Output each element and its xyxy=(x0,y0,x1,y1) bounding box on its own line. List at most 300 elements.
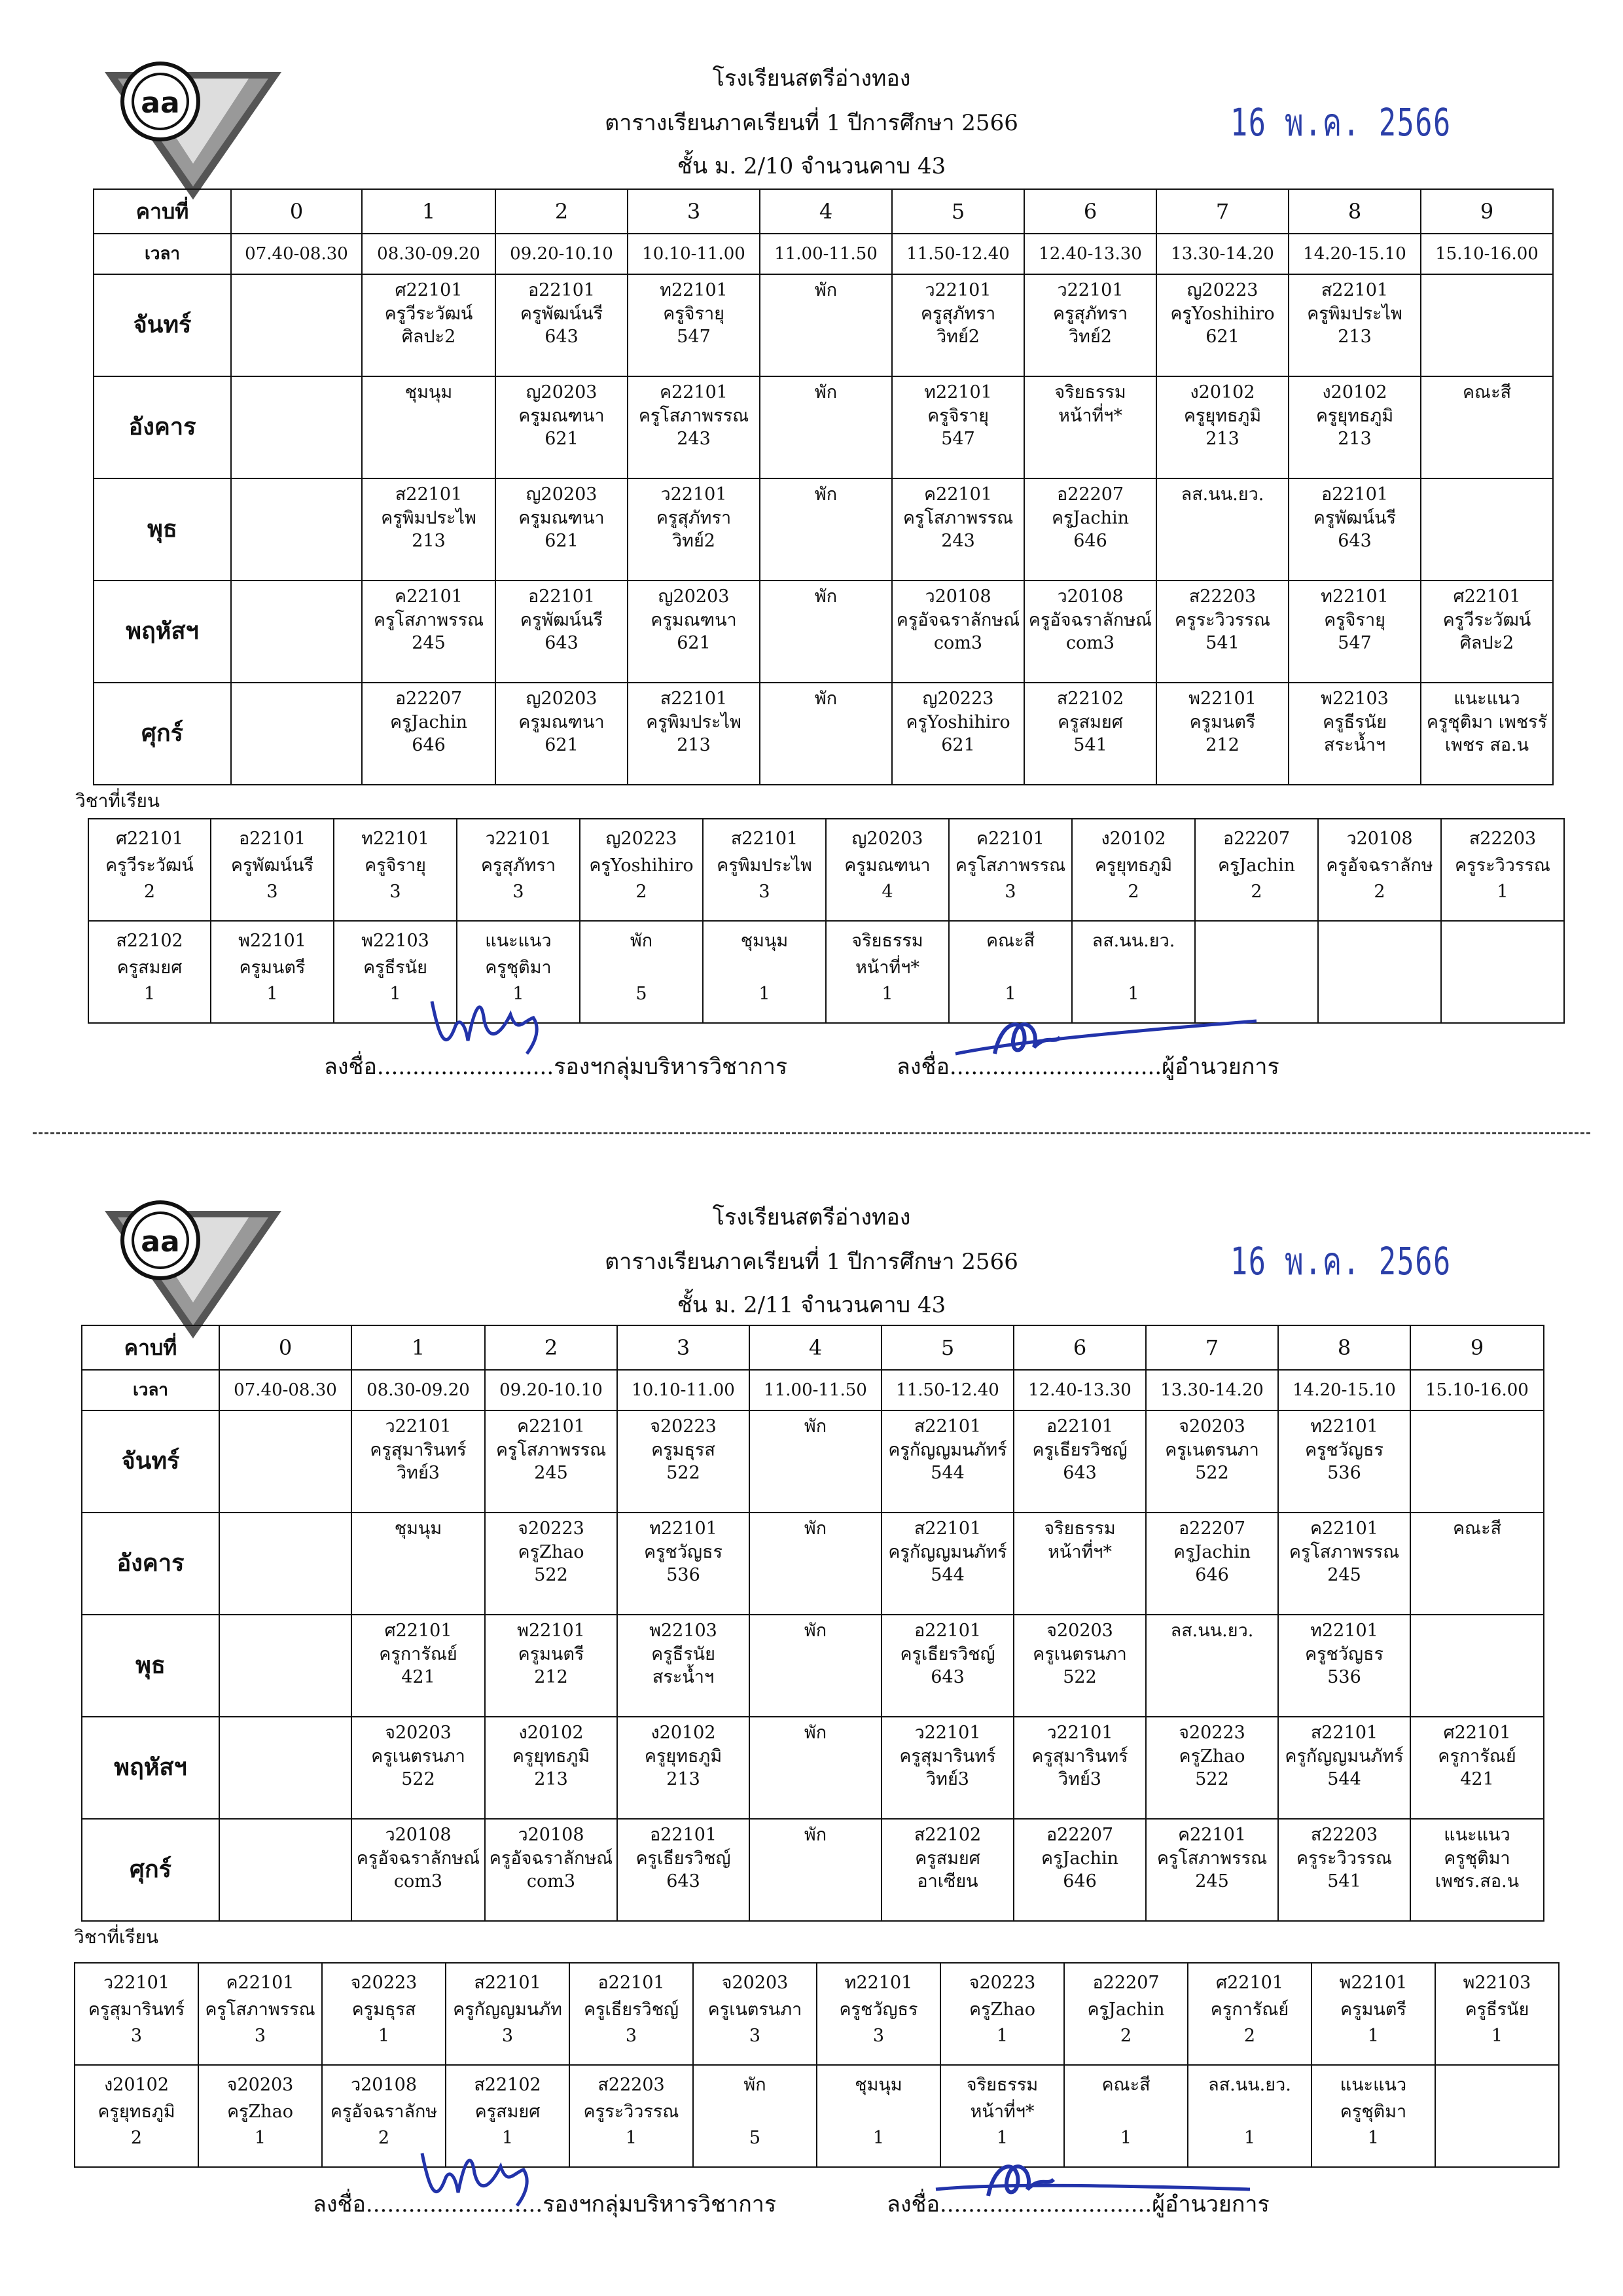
time-slot-text: 15.10-16.00 xyxy=(1425,1380,1529,1400)
subject-summary-cell xyxy=(88,921,211,1023)
subject-summary-cell-text: ท22101 ครูชวัญธร 3 xyxy=(839,1973,918,2046)
class-cell xyxy=(1014,1410,1146,1513)
class-cell-text: อ22101 ครูพัฒน์นรี 643 xyxy=(520,586,603,654)
subject-summary-cell xyxy=(569,1963,693,2065)
class-cell-text: ญ20203 ครูมณฑนา 621 xyxy=(651,586,737,654)
subject-summary-cell xyxy=(1311,1963,1435,2065)
class-cell-text: คณะสี xyxy=(1462,382,1512,403)
subject-summary-cell xyxy=(1064,1963,1188,2065)
svg-text:aa: aa xyxy=(141,1225,180,1259)
day-label xyxy=(82,1410,219,1513)
subject-summary-cell-text: ค22101 ครูโสภาพรรณ 3 xyxy=(955,829,1066,902)
time-slot xyxy=(760,234,892,274)
class-cell-text: ลส.นน.ยว. xyxy=(1170,1621,1254,1641)
class-cell-text: ญ20203 ครูมณฑนา 621 xyxy=(518,689,605,756)
period-number xyxy=(1014,1325,1146,1370)
class-cell-text: ท22101 ครูจิรายุ 547 xyxy=(660,280,728,348)
class-cell-text: พ22101 ครูมนตรี 212 xyxy=(1188,689,1257,756)
time-slot xyxy=(1421,234,1553,274)
time-header xyxy=(94,234,231,274)
period-number xyxy=(1278,1325,1410,1370)
subject-summary-cell xyxy=(703,921,826,1023)
period-number-text: 1 xyxy=(411,1335,425,1360)
time-slot-text: 07.40-08.30 xyxy=(245,243,348,264)
period-number xyxy=(362,189,495,234)
period-number-text: 7 xyxy=(1215,198,1230,224)
class-cell xyxy=(760,581,892,683)
class-cell xyxy=(882,1717,1014,1819)
class-cell-text: อ22101 ครูเธียรวิชญ์ 643 xyxy=(900,1621,995,1688)
class-cell xyxy=(882,1513,1014,1615)
class-cell xyxy=(892,376,1024,478)
class-cell-text: อ22101 ครูพัฒน์นรี 643 xyxy=(520,280,603,348)
class-cell-text: ญ20223 ครูYoshihiro 621 xyxy=(1170,280,1275,348)
class-cell xyxy=(219,1410,351,1513)
time-slot xyxy=(1024,234,1156,274)
subject-summary-cell-text: จ20223 ครูมธุรส 1 xyxy=(350,1973,418,2046)
class-cell-text: ง20102 ครูยุทธภูมิ 213 xyxy=(512,1723,590,1790)
signature-line-director: ลงชื่อ..............................ผู้อำนวยการ xyxy=(887,2191,1270,2217)
subject-summary-cell-text: ส22203 ครูระวิวรรณ 1 xyxy=(583,2075,679,2148)
class-cell xyxy=(1014,1513,1146,1615)
class-cell xyxy=(628,274,760,376)
class-cell xyxy=(1289,376,1421,478)
subject-summary-cell xyxy=(693,2065,817,2167)
class-cell xyxy=(351,1615,485,1717)
time-slot-text: 08.30-09.20 xyxy=(377,243,480,264)
class-cell xyxy=(1410,1717,1544,1819)
subject-summary-cell xyxy=(1441,819,1564,921)
class-cell-text: ว20108 ครูอัจฉราลักษณ์ com3 xyxy=(1028,586,1152,654)
day-label-text: จันทร์ xyxy=(133,311,192,339)
period-number xyxy=(1289,189,1421,234)
subject-summary-cell xyxy=(826,921,949,1023)
class-cell-text: ว20108 ครูอัจฉราลักษณ์ com3 xyxy=(489,1825,613,1892)
class-cell-text: ส22101 ครูกัญญมนภัทร์ 544 xyxy=(888,1416,1007,1484)
class-cell-text: ลส.นน.ยว. xyxy=(1181,484,1264,505)
subject-summary-cell-text: อ22101 ครูพัฒน์นรี 3 xyxy=(230,829,314,902)
director-signature xyxy=(929,2150,1257,2209)
day-label xyxy=(94,376,231,478)
class-cell xyxy=(231,478,362,581)
day-label xyxy=(94,274,231,376)
subject-summary-cell xyxy=(1195,819,1318,921)
term-title: ตารางเรียนภาคเรียนที่ 1 ปีการศึกษา 2566 xyxy=(605,1249,1018,1275)
class-cell xyxy=(892,683,1024,785)
subject-summary-cell xyxy=(569,2065,693,2167)
period-number-text: 7 xyxy=(1205,1335,1219,1360)
class-cell-text: ส22101 ครูกัญญมนภัทร์ 544 xyxy=(888,1518,1007,1586)
time-header-text: เวลา xyxy=(144,243,181,264)
period-number-text: 0 xyxy=(289,198,304,224)
subject-summary-cell-text: ท22101 ครูจิรายุ 3 xyxy=(361,829,429,902)
time-slot xyxy=(1410,1370,1544,1410)
date-stamp: 16 พ.ค. 2566 xyxy=(1230,1239,1452,1283)
class-cell xyxy=(362,683,495,785)
class-cell-text: แนะแนว ครูชุติมา เพชร.สอ.น xyxy=(1435,1825,1520,1892)
class-cell-text: ว20108 ครูอัจฉราลักษณ์ com3 xyxy=(896,586,1020,654)
deputy-signature xyxy=(419,982,550,1067)
period-header xyxy=(82,1325,219,1370)
class-cell-text: พ22103 ครูธีรนัย สระน้ำฯ xyxy=(1321,689,1389,756)
day-label-text: พฤหัสฯ xyxy=(126,617,199,645)
day-label-text: อังคาร xyxy=(128,413,196,441)
time-slot xyxy=(749,1370,882,1410)
class-cell xyxy=(1289,581,1421,683)
deputy-signature xyxy=(409,2140,540,2212)
time-slot xyxy=(1014,1370,1146,1410)
time-slot-text: 10.10-11.00 xyxy=(632,1380,735,1400)
period-number xyxy=(1146,1325,1278,1370)
subject-summary-cell-text: ว20108 ครูอัจฉราลักษ 2 xyxy=(1326,829,1433,902)
class-cell xyxy=(219,1513,351,1615)
class-cell xyxy=(1410,1819,1544,1921)
class-info: ชั้น ม. 2/10 จำนวนคาบ 43 xyxy=(677,153,946,179)
day-label-text: ศุกร์ xyxy=(130,1856,171,1884)
period-number xyxy=(1156,189,1289,234)
class-cell-text: พัก xyxy=(804,1723,827,1743)
class-cell-text: ท22101 ครูจิรายุ 547 xyxy=(924,382,992,450)
class-cell-text: พัก xyxy=(804,1621,827,1641)
subject-summary-cell xyxy=(457,819,580,921)
period-number-text: 2 xyxy=(554,198,569,224)
time-slot xyxy=(485,1370,617,1410)
subject-summary-cell-text: จริยธรรม หน้าที่ฯ* 1 xyxy=(966,2075,1039,2148)
subject-summary-cell xyxy=(1311,2065,1435,2167)
class-cell xyxy=(485,1615,617,1717)
class-cell-text: ศ22101 ครูการัณย์ 421 xyxy=(1438,1723,1516,1790)
class-cell xyxy=(1421,274,1553,376)
class-cell-text: ชุมนุม xyxy=(394,1518,442,1539)
subject-summary-cell-text: พ22103 ครูธีรนัย 1 xyxy=(361,931,429,1004)
day-label-text: พุธ xyxy=(135,1651,166,1679)
timetable xyxy=(81,1325,1544,1922)
period-number xyxy=(351,1325,485,1370)
class-cell-text: ส22203 ครูระวิวรรณ 541 xyxy=(1175,586,1270,654)
subject-summary-cell-text: ว22101 ครูสุภัทรา 3 xyxy=(480,829,556,902)
class-cell xyxy=(485,1513,617,1615)
class-cell-text: จ20203 ครูเนตรนภา 522 xyxy=(371,1723,465,1790)
period-header-text: คาบที่ xyxy=(135,198,189,224)
period-number-text: 5 xyxy=(940,1335,955,1360)
time-slot-text: 13.30-14.20 xyxy=(1160,1380,1264,1400)
class-cell xyxy=(495,274,628,376)
subject-summary-cell xyxy=(1441,921,1564,1023)
period-number-text: 4 xyxy=(808,1335,823,1360)
class-cell xyxy=(1156,274,1289,376)
subject-summary-cell xyxy=(75,1963,198,2065)
class-cell xyxy=(1410,1615,1544,1717)
day-label xyxy=(82,1513,219,1615)
class-cell-text: ว22101 ครูสุมารินทร์ วิทย์3 xyxy=(899,1723,996,1790)
class-cell xyxy=(1024,581,1156,683)
time-slot-text: 09.20-10.10 xyxy=(510,243,613,264)
class-cell xyxy=(219,1717,351,1819)
subject-summary-cell xyxy=(940,1963,1064,2065)
time-slot-text: 12.40-13.30 xyxy=(1028,1380,1132,1400)
class-cell xyxy=(1421,478,1553,581)
subject-summary-cell-text: จ20203 ครูเนตรนภา 3 xyxy=(707,1973,802,2046)
class-cell xyxy=(628,683,760,785)
class-cell xyxy=(1278,1615,1410,1717)
subject-summary-cell xyxy=(1318,921,1441,1023)
period-number xyxy=(1410,1325,1544,1370)
subject-summary-cell xyxy=(1318,819,1441,921)
period-number xyxy=(219,1325,351,1370)
class-cell-text: ง20102 ครูยุทธภูมิ 213 xyxy=(1183,382,1262,450)
school-name: โรงเรียนสตรีอ่างทอง xyxy=(712,1204,911,1230)
signature-line-deputy: ลงชื่อ.........................รองฯกลุ่มบริหารวิชาการ xyxy=(313,2191,777,2217)
class-cell xyxy=(485,1410,617,1513)
time-slot xyxy=(892,234,1024,274)
class-cell-text: ส22101 ครูพิมประไพ 213 xyxy=(1307,280,1402,348)
subjects-summary xyxy=(74,1962,1560,2168)
period-number xyxy=(617,1325,749,1370)
class-cell-text: ส22101 ครูพิมประไพ 213 xyxy=(381,484,476,552)
time-slot-text: 13.30-14.20 xyxy=(1171,243,1274,264)
class-cell-text: อ22101 ครูเธียรวิชญ์ 643 xyxy=(635,1825,731,1892)
subject-summary-cell-text: จ20223 ครูZhao 1 xyxy=(969,1973,1036,2046)
subject-summary-cell-text: อ22207 ครูJachin 2 xyxy=(1217,829,1296,902)
class-cell xyxy=(351,1410,485,1513)
class-cell xyxy=(362,376,495,478)
time-slot xyxy=(882,1370,1014,1410)
class-cell xyxy=(1421,376,1553,478)
class-cell-text: ท22101 ครูจิรายุ 547 xyxy=(1321,586,1389,654)
subject-summary-cell-text: ศ22101 ครูวีระวัฒน์ 2 xyxy=(105,829,194,902)
class-cell xyxy=(1156,683,1289,785)
subject-summary-cell-text: ญ20203 ครูมณฑนา 4 xyxy=(844,829,931,902)
subject-summary-cell xyxy=(1072,819,1195,921)
class-cell-text: ศ22101 ครูวีระวัฒน์ ศิลปะ2 xyxy=(1442,586,1531,654)
class-cell-text: พัก xyxy=(814,382,838,403)
subjects-summary xyxy=(88,818,1565,1024)
time-slot xyxy=(1146,1370,1278,1410)
class-cell xyxy=(1421,581,1553,683)
day-label xyxy=(94,581,231,683)
class-cell xyxy=(485,1717,617,1819)
class-cell-text: จ20203 ครูเนตรนภา 522 xyxy=(1165,1416,1259,1484)
class-cell xyxy=(892,274,1024,376)
class-cell-text: ญ20223 ครูYoshihiro 621 xyxy=(906,689,1010,756)
class-cell xyxy=(628,376,760,478)
period-number-text: 3 xyxy=(676,1335,690,1360)
class-cell-text: ชุมนุม xyxy=(404,382,453,403)
time-slot-text: 08.30-09.20 xyxy=(366,1380,470,1400)
class-cell xyxy=(231,683,362,785)
class-cell xyxy=(1156,376,1289,478)
time-slot-text: 11.50-12.40 xyxy=(906,243,1010,264)
class-cell xyxy=(760,274,892,376)
class-cell xyxy=(749,1513,882,1615)
class-cell xyxy=(1289,683,1421,785)
time-slot-text: 09.20-10.10 xyxy=(499,1380,603,1400)
day-label xyxy=(82,1819,219,1921)
class-cell xyxy=(749,1717,882,1819)
time-slot xyxy=(617,1370,749,1410)
subjects-label: วิชาที่เรียน xyxy=(75,790,160,812)
class-cell-text: อ22207 ครูJachin 646 xyxy=(1173,1518,1251,1586)
signature-line-deputy: ลงชื่อ.........................รองฯกลุ่มบริหารวิชาการ xyxy=(324,1054,788,1080)
time-header-text: เวลา xyxy=(132,1380,169,1400)
class-cell-text: ค22101 ครูโสภาพรรณ 245 xyxy=(373,586,484,654)
time-slot-text: 15.10-16.00 xyxy=(1435,243,1539,264)
class-cell-text: อ22207 ครูJachin 646 xyxy=(389,689,468,756)
cut-line xyxy=(33,1132,1590,1134)
class-cell xyxy=(882,1819,1014,1921)
class-cell-text: ค22101 ครูโสภาพรรณ 245 xyxy=(495,1416,607,1484)
class-cell xyxy=(1289,478,1421,581)
subjects-label: วิชาที่เรียน xyxy=(74,1926,159,1948)
class-cell xyxy=(351,1717,485,1819)
class-cell xyxy=(495,581,628,683)
class-cell-text: คณะสี xyxy=(1452,1518,1502,1539)
class-cell-text: ค22101 ครูโสภาพรรณ 245 xyxy=(1289,1518,1400,1586)
signature-line-director: ลงชื่อ..............................ผู้อำนวยการ xyxy=(897,1054,1279,1080)
class-cell xyxy=(892,581,1024,683)
period-number-text: 6 xyxy=(1073,1335,1087,1360)
class-cell-text: จริยธรรม หน้าที่ฯ* xyxy=(1044,1518,1116,1562)
class-cell-text: ส22102 ครูสมยศ อาเซียน xyxy=(914,1825,982,1892)
class-cell-text: ค22101 ครูโสภาพรรณ 245 xyxy=(1156,1825,1268,1892)
day-label-text: อังคาร xyxy=(116,1549,185,1577)
class-cell-text: อ22207 ครูJachin 646 xyxy=(1041,1825,1119,1892)
class-cell xyxy=(1014,1819,1146,1921)
subject-summary-cell-text: อ22207 ครูJachin 2 xyxy=(1087,1973,1165,2046)
period-number-text: 4 xyxy=(819,198,833,224)
class-cell-text: ว22101 ครูสุภัทรา วิทย์2 xyxy=(1052,280,1128,348)
class-cell xyxy=(219,1819,351,1921)
period-number-text: 9 xyxy=(1480,198,1494,224)
time-slot xyxy=(628,234,760,274)
class-cell xyxy=(1156,581,1289,683)
class-cell-text: ท22101 ครูชวัญธร 536 xyxy=(1304,1621,1384,1688)
subject-summary-cell xyxy=(1435,2065,1559,2167)
director-signature xyxy=(949,1008,1263,1067)
period-number xyxy=(1024,189,1156,234)
class-cell-text: ง20102 ครูยุทธภูมิ 213 xyxy=(644,1723,722,1790)
class-cell-text: จ20223 ครูZhao 522 xyxy=(518,1518,584,1586)
class-cell-text: ค22101 ครูโสภาพรรณ 243 xyxy=(902,484,1014,552)
subject-summary-cell-text: ชุมนุม 1 xyxy=(855,2075,902,2148)
subject-summary-cell xyxy=(580,819,703,921)
subject-summary-cell xyxy=(693,1963,817,2065)
class-cell xyxy=(760,683,892,785)
class-cell xyxy=(617,1513,749,1615)
day-label-text: จันทร์ xyxy=(121,1447,180,1475)
subject-summary-cell xyxy=(703,819,826,921)
subject-summary-cell-text: ส22101 ครูพิมประไพ 3 xyxy=(717,829,812,902)
day-label-text: พุธ xyxy=(147,515,177,543)
class-cell-text: พัก xyxy=(804,1518,827,1539)
class-cell-text: ส22102 ครูสมยศ 541 xyxy=(1056,689,1124,756)
class-cell-text: ท22101 ครูชวัญธร 536 xyxy=(1304,1416,1384,1484)
class-cell-text: ว22101 ครูสุมารินทร์ วิทย์3 xyxy=(370,1416,467,1484)
subject-summary-cell-text: พ22103 ครูธีรนัย 1 xyxy=(1463,1973,1531,2046)
subject-summary-cell xyxy=(1435,1963,1559,2065)
class-cell-text: ญ20203 ครูมณฑนา 621 xyxy=(518,382,605,450)
class-cell xyxy=(219,1615,351,1717)
class-cell-text: ส22203 ครูระวิวรรณ 541 xyxy=(1296,1825,1392,1892)
time-slot xyxy=(362,234,495,274)
subject-summary-cell-text: ลส.นน.ยว. 1 xyxy=(1092,931,1175,1004)
class-cell-text: อ22101 ครูเธียรวิชญ์ 643 xyxy=(1032,1416,1128,1484)
day-label xyxy=(82,1615,219,1717)
class-cell xyxy=(362,581,495,683)
class-cell xyxy=(1024,478,1156,581)
class-cell xyxy=(1024,376,1156,478)
period-number-text: 3 xyxy=(687,198,701,224)
class-cell-text: จ20223 ครูมธุรส 522 xyxy=(650,1416,717,1484)
class-cell xyxy=(1014,1717,1146,1819)
time-slot-text: 12.40-13.30 xyxy=(1039,243,1142,264)
class-cell-text: จริยธรรม หน้าที่ฯ* xyxy=(1054,382,1126,426)
subject-summary-cell-text: ชุมนุม 1 xyxy=(740,931,789,1004)
subject-summary-cell-text: ลส.นน.ยว. 1 xyxy=(1208,2075,1291,2148)
class-cell-text: ส22101 ครูกัญญมนภัทร์ 544 xyxy=(1285,1723,1404,1790)
class-cell xyxy=(628,478,760,581)
subject-summary-cell xyxy=(198,1963,322,2065)
subject-summary-cell xyxy=(817,1963,940,2065)
class-cell-text: ศ22101 ครูวีระวัฒน์ ศิลปะ2 xyxy=(384,280,473,348)
class-cell xyxy=(362,274,495,376)
period-number-text: 8 xyxy=(1347,198,1362,224)
day-label-text: พฤหัสฯ xyxy=(114,1753,187,1782)
class-cell xyxy=(495,478,628,581)
subject-summary-cell xyxy=(446,1963,569,2065)
class-cell xyxy=(231,376,362,478)
class-info: ชั้น ม. 2/11 จำนวนคาบ 43 xyxy=(677,1292,946,1318)
subject-summary-cell xyxy=(580,921,703,1023)
period-number xyxy=(760,189,892,234)
period-number xyxy=(892,189,1024,234)
class-cell xyxy=(1014,1615,1146,1717)
subject-summary-cell-text: ว22101 ครูสุมารินทร์ 3 xyxy=(88,1973,185,2046)
class-cell xyxy=(882,1615,1014,1717)
period-number xyxy=(1421,189,1553,234)
class-cell xyxy=(362,478,495,581)
class-cell xyxy=(749,1819,882,1921)
time-slot xyxy=(219,1370,351,1410)
subject-summary-cell xyxy=(322,1963,446,2065)
class-cell-text: อ22207 ครูJachin 646 xyxy=(1051,484,1130,552)
class-cell xyxy=(1278,1717,1410,1819)
class-cell xyxy=(231,581,362,683)
class-cell xyxy=(617,1615,749,1717)
class-cell xyxy=(617,1819,749,1921)
day-label-text: ศุกร์ xyxy=(141,719,183,747)
period-number xyxy=(749,1325,882,1370)
class-cell-text: พัก xyxy=(804,1416,827,1437)
subject-summary-cell-text: พัก 5 xyxy=(630,931,653,1004)
day-label xyxy=(94,478,231,581)
class-cell xyxy=(1156,478,1289,581)
class-cell xyxy=(1278,1819,1410,1921)
class-cell-text: ว20108 ครูอัจฉราลักษณ์ com3 xyxy=(356,1825,480,1892)
class-cell-text: ว22101 ครูสุมารินทร์ วิทย์3 xyxy=(1031,1723,1128,1790)
subject-summary-cell-text: ส22203 ครูระวิวรรณ 1 xyxy=(1455,829,1550,902)
subject-summary-cell-text: พ22101 ครูมนตรี 1 xyxy=(1339,1973,1408,2046)
class-cell xyxy=(749,1615,882,1717)
subject-summary-cell-text: ง20102 ครูยุทธภูมิ 2 xyxy=(98,2075,175,2148)
subject-summary-cell xyxy=(88,819,211,921)
subject-summary-cell xyxy=(949,819,1072,921)
subject-summary-cell xyxy=(1188,1963,1311,2065)
class-cell xyxy=(351,1513,485,1615)
class-cell xyxy=(1421,683,1553,785)
subject-summary-cell-text: ส22102 ครูสมยศ 1 xyxy=(116,931,183,1004)
subject-summary-cell xyxy=(198,2065,322,2167)
